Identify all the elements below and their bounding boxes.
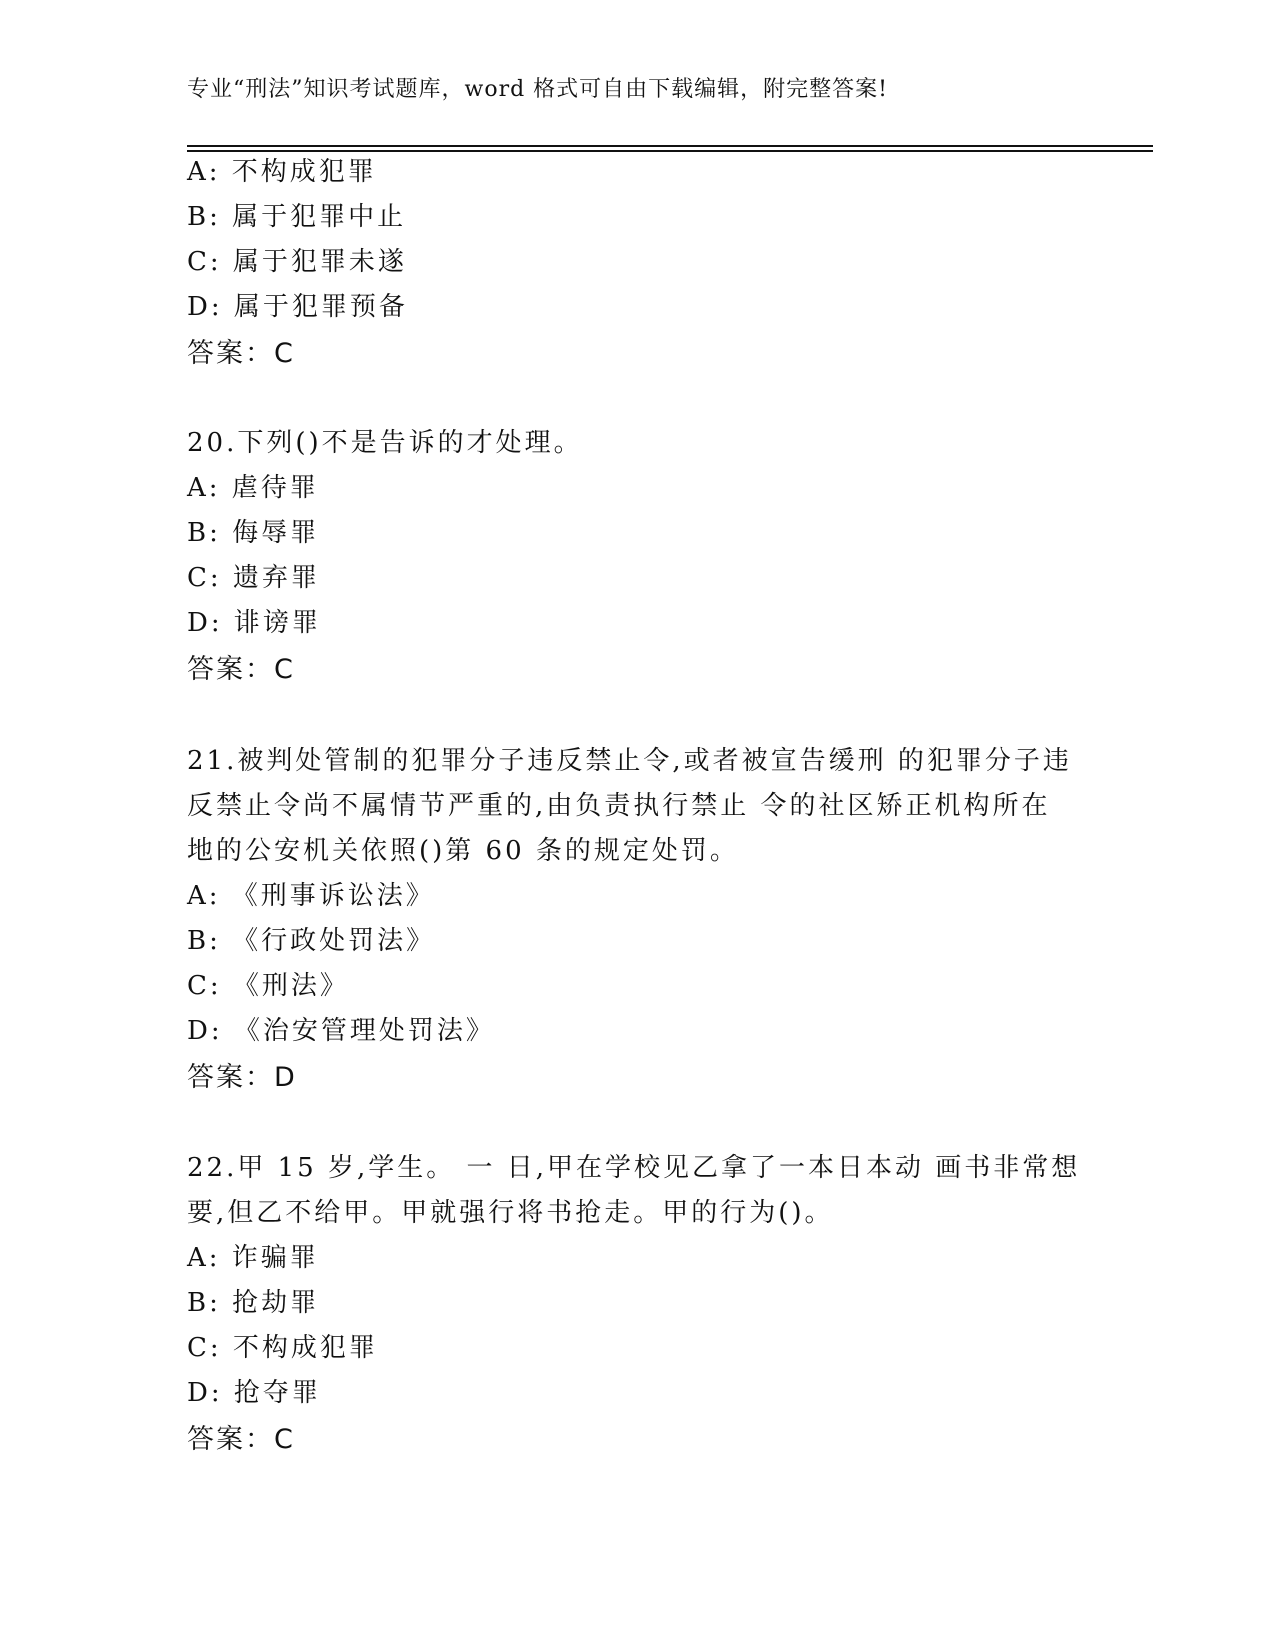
header-rule-bottom [187, 150, 1153, 152]
q21-option-c: C: 《刑法》 [187, 971, 349, 1001]
q22-stem-line-2: 要,但乙不给甲。甲就强行将书抢走。甲的行为()。 [187, 1198, 834, 1228]
q22-option-d: D: 抢夺罪 [187, 1378, 321, 1408]
q22-option-c: C: 不构成犯罪 [187, 1333, 378, 1363]
q22-option-b: B: 抢劫罪 [187, 1288, 320, 1318]
q19-answer: 答案：C [187, 338, 295, 369]
q20-option-b: B: 侮辱罪 [187, 518, 320, 548]
q21-answer: 答案：D [187, 1062, 297, 1093]
q22-answer: 答案：C [187, 1424, 295, 1455]
q21-option-d: D: 《治安管理处罚法》 [187, 1016, 495, 1046]
q20-answer: 答案：C [187, 654, 295, 685]
q21-stem-line-3: 地的公安机关依照()第 60 条的规定处罚。 [187, 836, 739, 866]
q19-option-d: D: 属于犯罪预备 [187, 292, 408, 322]
q20-stem-line-1: 20.下列()不是告诉的才处理。 [187, 428, 583, 458]
q21-stem-line-1: 21.被判处管制的犯罪分子违反禁止令,或者被宣告缓刑 的犯罪分子违 [187, 746, 1072, 776]
q21-stem-line-2: 反禁止令尚不属情节严重的,由负责执行禁止 令的社区矫正机构所在 [187, 791, 1051, 821]
q20-option-c: C: 遗弃罪 [187, 563, 320, 593]
q19-option-a: A: 不构成犯罪 [187, 157, 377, 187]
page-header: 专业“刑法”知识考试题库，word 格式可自由下载编辑，附完整答案! [187, 77, 889, 102]
q19-option-b: B: 属于犯罪中止 [187, 202, 407, 232]
q19-option-c: C: 属于犯罪未遂 [187, 247, 407, 277]
q22-stem-line-1: 22.甲 15 岁,学生。 一 日,甲在学校见乙拿了一本日本动 画书非常想 [187, 1153, 1081, 1183]
q21-option-a: A: 《刑事诉讼法》 [187, 881, 435, 911]
header-rule-top [187, 145, 1153, 147]
q20-option-d: D: 诽谤罪 [187, 608, 321, 638]
q20-option-a: A: 虐待罪 [187, 473, 319, 503]
q22-option-a: A: 诈骗罪 [187, 1243, 319, 1273]
q21-option-b: B: 《行政处罚法》 [187, 926, 436, 956]
